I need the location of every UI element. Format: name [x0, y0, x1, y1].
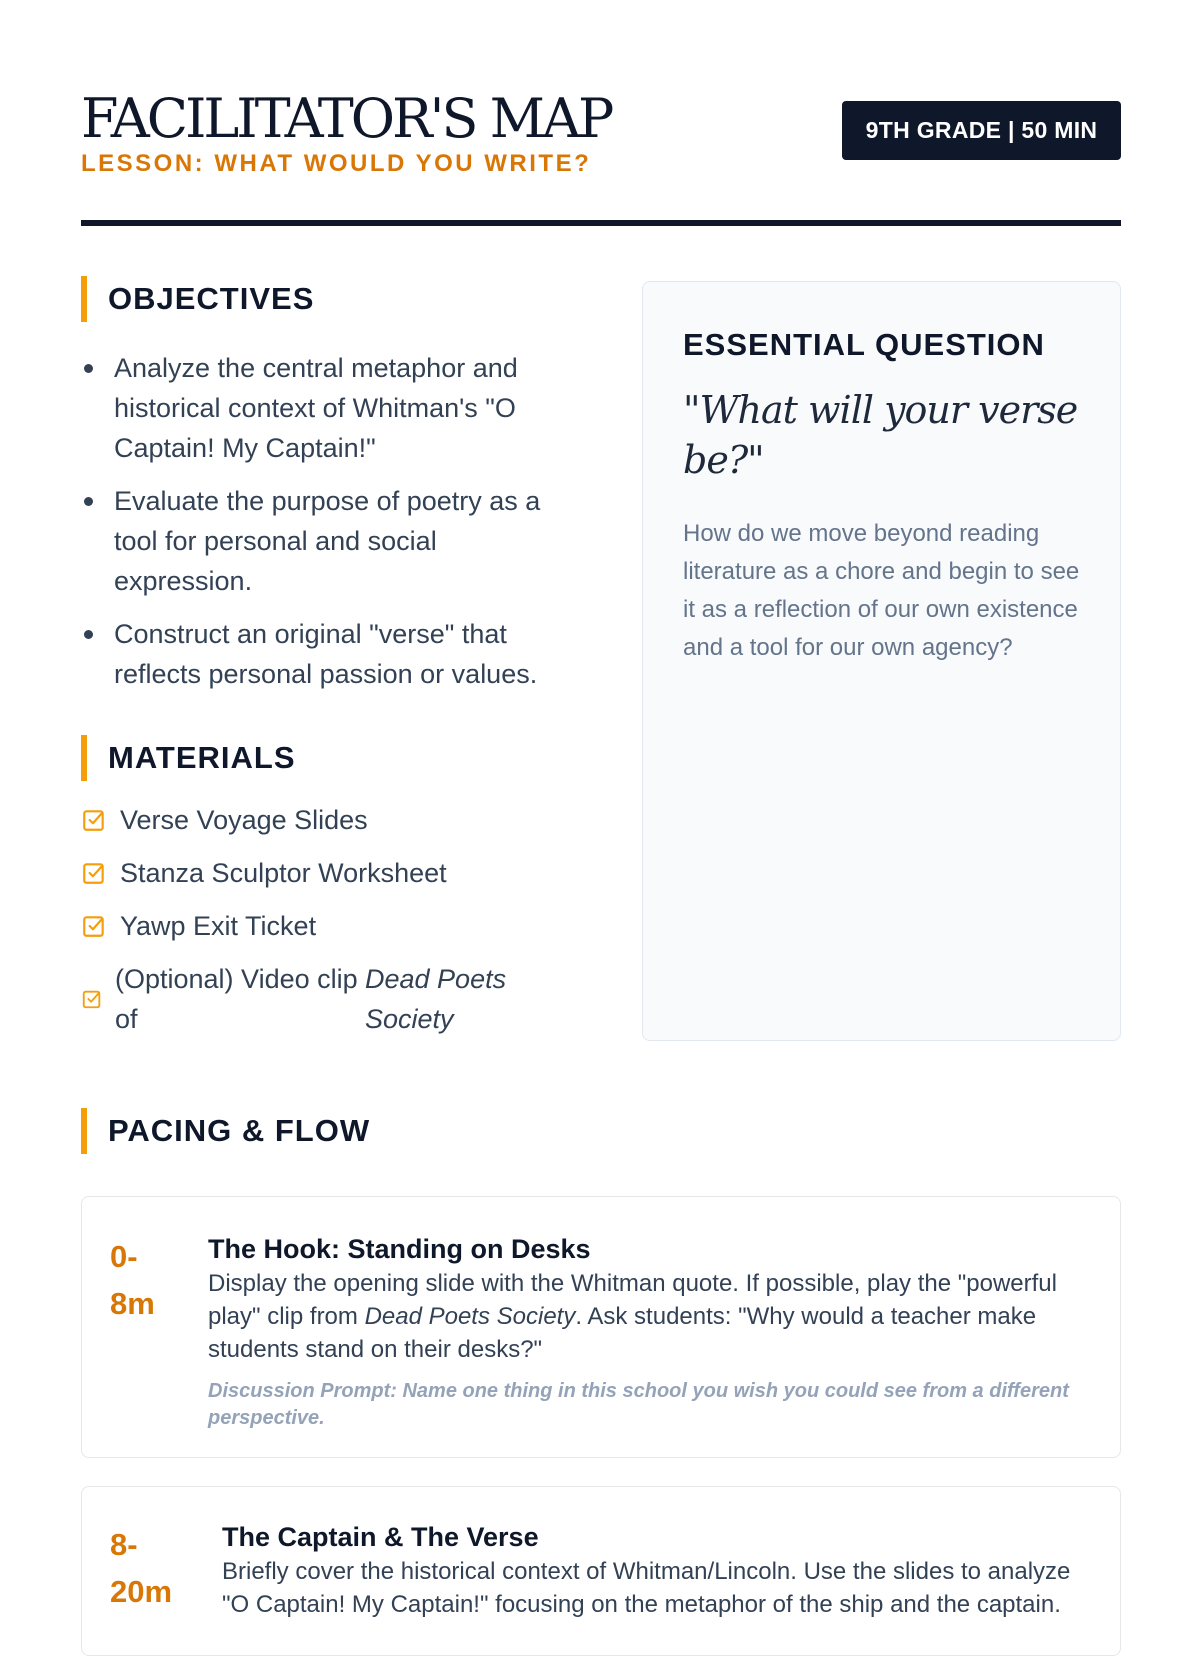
- objective-item: Construct an original "verse" that reflects personal passion or values.: [81, 614, 571, 694]
- objectives-list: [81, 348, 571, 707]
- material-item: [81, 853, 571, 893]
- description-film-title: Dead Poets Society: [364, 1303, 576, 1330]
- pacing-step-content: [208, 1231, 1082, 1432]
- pacing-step-content: [222, 1519, 1082, 1621]
- essential-question-heading: ESSENTIAL QUESTION: [683, 327, 1045, 362]
- pacing-step-time: 0-8m: [110, 1239, 155, 1321]
- material-label: Verse Voyage Slides: [120, 804, 368, 835]
- checkbox-checked-icon: [81, 913, 107, 939]
- pacing-step-time: 8-20m: [110, 1527, 173, 1609]
- objective-item: Analyze the central metaphor and historical context of Whitman's "O Captain! My Captain!": [81, 348, 571, 468]
- description-text: Display the opening slide with the Whitman quote. If possible, play the "powerful play" clip from: [208, 1270, 1057, 1330]
- pacing-step-card: [81, 1196, 1121, 1458]
- essential-question-card: [642, 281, 1121, 1041]
- grade-duration-badge: 9TH GRADE | 50 MIN: [842, 101, 1121, 160]
- material-item: [81, 800, 571, 840]
- page-header: [81, 88, 1121, 228]
- essential-question-quote: "What will your verse be?": [683, 388, 1078, 482]
- pacing-step-title: The Captain & The Verse: [222, 1522, 539, 1552]
- checkbox-checked-icon: [81, 807, 107, 833]
- materials-list: [81, 800, 571, 1052]
- material-item: [81, 906, 571, 946]
- essential-question-body: How do we move beyond reading literature as a chore and begin to see it as a reflection of our own existence and a tool for our own agency?: [683, 520, 1080, 661]
- pacing-step-card: [81, 1486, 1121, 1656]
- material-label: Stanza Sculptor Worksheet: [120, 857, 447, 888]
- material-optional-label: (Optional) Video clip of: [115, 964, 358, 1034]
- lesson-subtitle: LESSON: WHAT WOULD YOU WRITE?: [81, 150, 592, 177]
- material-optional-title: Dead Poets Society: [365, 964, 507, 1034]
- checkbox-checked-icon: [81, 860, 107, 886]
- page-title: FACILITATOR'S MAP: [81, 87, 612, 150]
- material-item-optional: [81, 959, 571, 1039]
- pacing-heading: PACING & FLOW: [81, 1108, 370, 1154]
- materials-heading: MATERIALS: [81, 735, 296, 781]
- description-text: . Ask students: "Why would a teacher make students stand on their desks?": [208, 1303, 1037, 1363]
- checkbox-checked-icon: [81, 988, 103, 1010]
- objective-item: Evaluate the purpose of poetry as a tool for personal and social expression.: [81, 481, 571, 601]
- discussion-prompt: Discussion Prompt: Name one thing in this school you wish you could see from a different perspective.: [208, 1380, 1069, 1429]
- header-divider: [81, 220, 1121, 226]
- objectives-heading: OBJECTIVES: [81, 276, 314, 322]
- pacing-step-title: The Hook: Standing on Desks: [208, 1234, 591, 1264]
- pacing-step-description: [208, 1267, 1082, 1366]
- material-label: Yawp Exit Ticket: [120, 910, 317, 941]
- pacing-step-description: Briefly cover the historical context of Whitman/Lincoln. Use the slides to analyze "O Captain! My Captain!" focusing on the metaphor of the ship and the captain.: [222, 1558, 1071, 1618]
